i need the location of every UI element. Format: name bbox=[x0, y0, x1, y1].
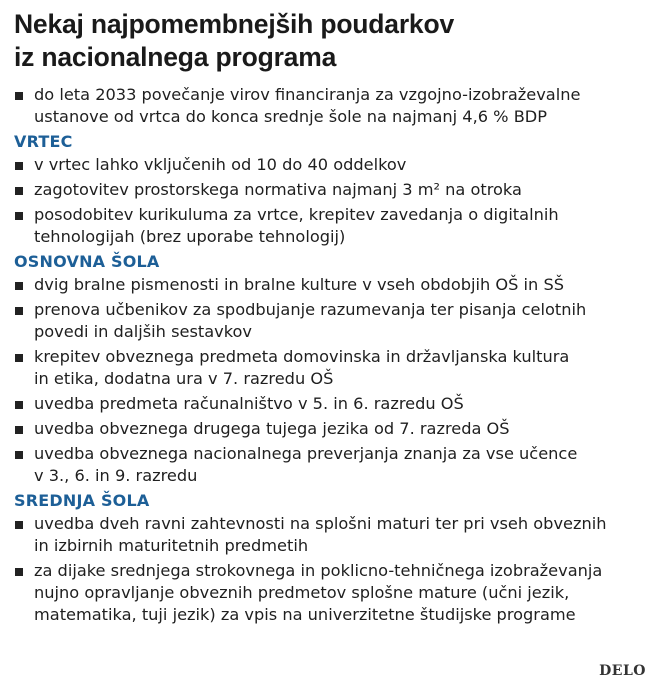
list-item bbox=[14, 443, 650, 487]
item-line: ustanove od vrtca do konca srednje šole na najmanj 4,6 % BDP bbox=[34, 107, 548, 126]
list-item bbox=[14, 299, 650, 343]
item-line: za dijake srednjega strokovnega in poklicno-tehničnega izobraževanja bbox=[34, 561, 603, 580]
section-heading-osnovna-sola: OSNOVNA ŠOLA bbox=[14, 252, 160, 271]
item-line: dvig bralne pismenosti in bralne kulture v vseh obdobjih OŠ in SŠ bbox=[34, 275, 565, 294]
item-line: tehnologijah (brez uporabe tehnologij) bbox=[34, 227, 346, 246]
square-bullet-icon bbox=[15, 521, 23, 529]
item-line: in etika, dodatna ura v 7. razredu OŠ bbox=[34, 369, 334, 388]
item-line: v 3., 6. in 9. razredu bbox=[34, 466, 198, 485]
section-list-osnovna-sola bbox=[14, 274, 650, 487]
square-bullet-icon bbox=[15, 568, 23, 576]
section-list-srednja-sola bbox=[14, 513, 650, 626]
list-item bbox=[14, 179, 650, 201]
list-item bbox=[14, 346, 650, 390]
square-bullet-icon bbox=[15, 187, 23, 195]
list-item bbox=[14, 204, 650, 248]
title-line-2: iz nacionalnega programa bbox=[14, 42, 337, 72]
intro-list bbox=[14, 84, 650, 128]
item-line: nujno opravljanje obveznih predmetov splošne mature (učni jezik, bbox=[34, 583, 570, 602]
item-line: krepitev obveznega predmeta domovinska in državljanska kultura bbox=[34, 347, 570, 366]
square-bullet-icon bbox=[15, 92, 23, 100]
item-line: uvedba obveznega drugega tujega jezika od 7. razreda OŠ bbox=[34, 419, 510, 438]
section-heading-vrtec: VRTEC bbox=[14, 132, 73, 151]
list-item bbox=[14, 154, 650, 176]
item-line: do leta 2033 povečanje virov financiranja za vzgojno-izobraževalne bbox=[34, 85, 581, 104]
item-line: uvedba predmeta računalništvo v 5. in 6. razredu OŠ bbox=[34, 394, 464, 413]
item-line: in izbirnih maturitetnih predmetih bbox=[34, 536, 309, 555]
item-line: uvedba obveznega nacionalnega preverjanja znanja za vse učence bbox=[34, 444, 578, 463]
section-heading-srednja-sola: SREDNJA ŠOLA bbox=[14, 491, 150, 510]
item-line: matematika, tuji jezik) za vpis na univerzitetne študijske programe bbox=[34, 605, 576, 624]
square-bullet-icon bbox=[15, 426, 23, 434]
square-bullet-icon bbox=[15, 282, 23, 290]
item-line: v vrtec lahko vključenih od 10 do 40 oddelkov bbox=[34, 155, 407, 174]
list-item bbox=[14, 274, 650, 296]
square-bullet-icon bbox=[15, 307, 23, 315]
square-bullet-icon bbox=[15, 451, 23, 459]
delo-logo: DELO bbox=[599, 663, 646, 679]
square-bullet-icon bbox=[15, 162, 23, 170]
item-line: zagotovitev prostorskega normativa najmanj 3 m² na otroka bbox=[34, 180, 522, 199]
section-list-vrtec bbox=[14, 154, 650, 248]
title-line-1: Nekaj najpomembnejših poudarkov bbox=[14, 9, 454, 39]
list-item bbox=[14, 84, 650, 128]
square-bullet-icon bbox=[15, 354, 23, 362]
list-item bbox=[14, 418, 650, 440]
square-bullet-icon bbox=[15, 401, 23, 409]
item-line: povedi in daljših sestavkov bbox=[34, 322, 253, 341]
item-line: prenova učbenikov za spodbujanje razumevanja ter pisanja celotnih bbox=[34, 300, 587, 319]
square-bullet-icon bbox=[15, 212, 23, 220]
list-item bbox=[14, 560, 650, 626]
list-item bbox=[14, 393, 650, 415]
item-line: uvedba dveh ravni zahtevnosti na splošni maturi ter pri vseh obveznih bbox=[34, 514, 607, 533]
page-title bbox=[14, 8, 650, 74]
item-line: posodobitev kurikuluma za vrtce, krepitev zavedanja o digitalnih bbox=[34, 205, 559, 224]
list-item bbox=[14, 513, 650, 557]
